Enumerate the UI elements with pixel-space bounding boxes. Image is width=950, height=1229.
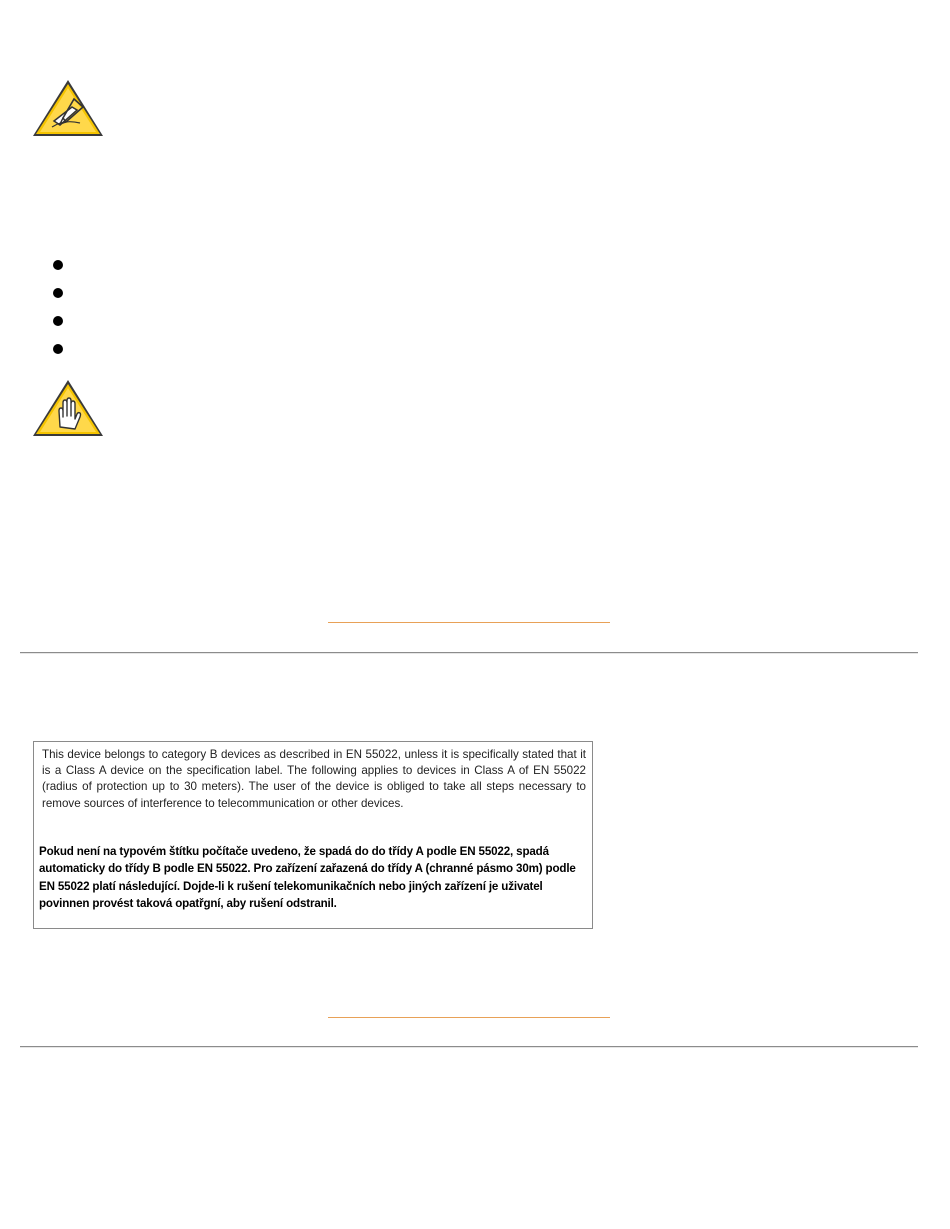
list-item	[53, 316, 63, 326]
caution-hand-icon	[30, 377, 106, 439]
list-item	[53, 260, 63, 270]
return-to-top-link[interactable]	[328, 622, 610, 623]
section-divider	[20, 652, 918, 654]
notice-czech-text: Pokud není na typovém štítku počítače uvedeno, že spadá do do třídy A podle EN 55022, spadá automaticky do třídy B podle EN 55022. Pro zařízení zařazená do třídy A (chranné pásmo 30m) podle EN 55022 platí následující. Dojde-li k rušení telekomunikačních nebo jiných zařízení je uživatel povinnen provést taková opatřgní, aby rušení odstranil.	[39, 845, 576, 911]
list-item	[53, 288, 63, 298]
return-to-top-link[interactable]	[328, 1017, 610, 1018]
note-icon	[30, 77, 106, 139]
list-item	[53, 344, 63, 354]
notice-english-text: This device belongs to category B devices as described in EN 55022, unless it is specifically stated that it is a Class A device on the specification label. The following applies to devices in Class A of EN 55022 (radius of protection up to 30 meters). The user of the device is obliged to take all steps necessary to remove sources of interference to telecommunication or other devices.	[42, 748, 586, 810]
en55022-notice-box	[33, 741, 593, 929]
section-divider	[20, 1046, 918, 1048]
